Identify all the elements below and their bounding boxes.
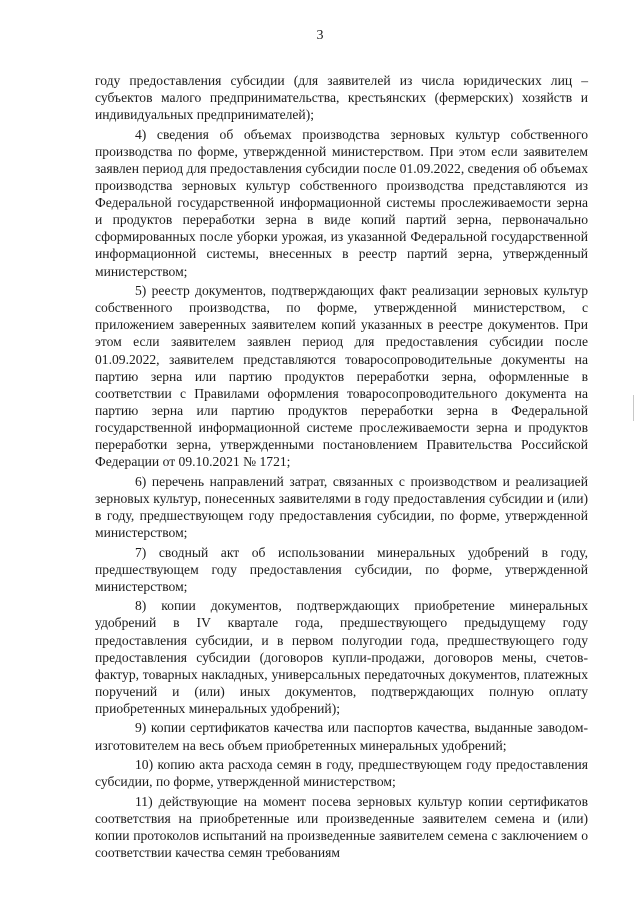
paragraph-item-9: 9) копии сертификатов качества или паспортов качества, выданные заводом-изготовителем на весь объем приобретенных минеральных удобрений; (95, 720, 588, 753)
document-body (95, 72, 588, 864)
paragraph-item-7: 7) сводный акт об использовании минеральных удобрений в году, предшествующем году предоставления субсидии, по форме, утвержденной министерством; (95, 544, 588, 594)
paragraph-item-5: 5) реестр документов, подтверждающих факт реализации зерновых культур собственного производства, по форме, утвержденной министерством, с приложением заверенных заявителем копий указанных в реестре документов. При этом если заявителем заявлен период для предоставления субсидии после 01.09.2022, заявителем представляются товаросопроводительные документы на партию зерна или партию продуктов переработки зерна, оформленные в соответствии с Правилами оформления товаросопроводительного документа на партию зерна или партию продуктов переработки зерна в Федеральной государственной информационной системе прослеживаемости зерна и продуктов переработки зерна, утвержденными постановлением Правительства Российской Федерации от 09.10.2021 № 1721; (95, 283, 588, 470)
paragraph-item-10: 10) копию акта расхода семян в году, предшествующем году предоставления субсидии, по форме, утвержденной министерством; (95, 757, 588, 790)
paragraph-item-8: 8) копии документов, подтверждающих приобретение минеральных удобрений в IV квартале года, предшествующего предыдущему году предоставления субсидии, и в первом полугодии года, предшествующего году предоставления субсидии (договоров купли-продажи, договоров мены, счетов-фактур, товарных накладных, универсальных передаточных документов, платежных поручений и (или) иных документов, подтверждающих полную оплату приобретенных минеральных удобрений); (95, 598, 588, 716)
paragraph-continuation: году предоставления субсидии (для заявителей из числа юридических лиц – субъектов малого предпринимательства, крестьянских (фермерских) хозяйств и индивидуальных предпринимателей); (95, 73, 588, 123)
paragraph-item-4: 4) сведения об объемах производства зерновых культур собственного производства по форме, утвержденной министерством. При этом если заявителем заявлен период для предоставления субсидии после 01.09.2022, сведения об объемах производства зерновых культур собственного производства представляются из Федеральной государственной информационной системы прослеживаемости зерна и продуктов переработки зерна в виде копий партий зерна, первоначально сформированных после уборки урожая, из указанной Федеральной государственной информационной системы, внесенных в реестр партий зерна, утвержденный министерством; (95, 126, 588, 279)
page-number: 3 (316, 28, 324, 43)
paragraph-item-6: 6) перечень направлений затрат, связанных с производством и реализацией зерновых культур, понесенных заявителями в году предоставления субсидии и (или) в году, предшествующем году предоставления субсидии, по форме, утвержденной министерством; (95, 473, 588, 540)
paragraph-item-11: 11) действующие на момент посева зерновых культур копии сертификатов соответствия на приобретенные или произведенные заявителем семена и (или) копии протоколов испытаний на произведенные заявителем семена с заключением о соответствии качества семян требованиям (95, 793, 588, 861)
scan-artifact-mark (633, 395, 634, 421)
